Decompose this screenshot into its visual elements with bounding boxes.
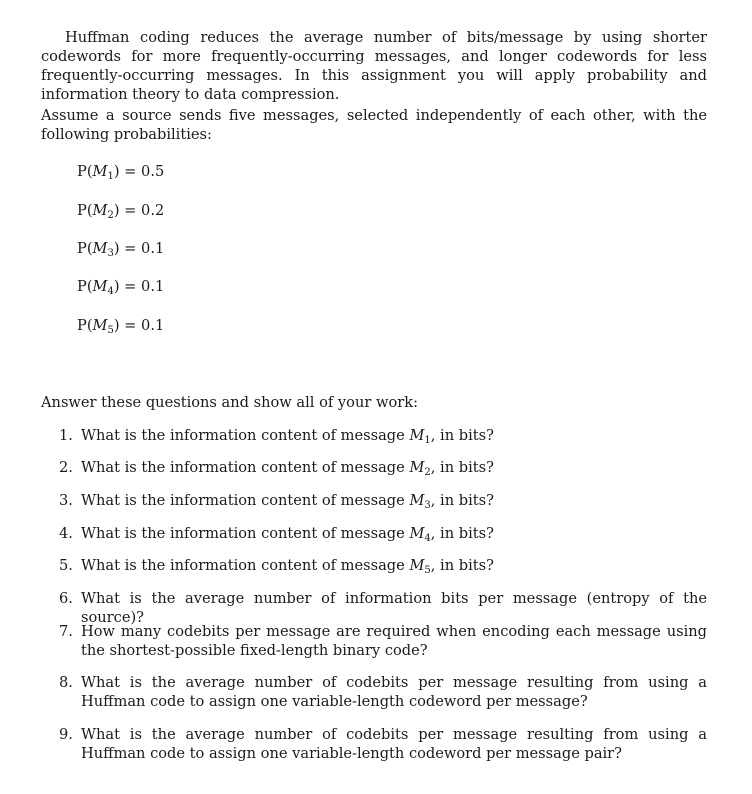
question-item [59, 725, 707, 763]
question-text: What is the information content of message $M_1$, in bits? [81, 427, 494, 446]
question-number: 7. [59, 623, 73, 640]
question-text: What is the average number of information bits per message (entropy of the source)? [81, 590, 707, 626]
intro-paragraph: Huffman coding reduces the average number of bits/message by using shorter codewords for more frequently-occurring messages, and longer codewords for less frequently-occurring messages. In this assignment you will apply probability and information theory to data compression. [41, 29, 707, 103]
probability-m3: $P(M_3) = 0.1$ [77, 240, 165, 259]
questions-prompt: Answer these questions and show all of your work: [41, 394, 418, 411]
question-item [59, 622, 707, 660]
probability-m4: $P(M_4) = 0.1$ [77, 278, 165, 297]
question-number: 1. [59, 427, 73, 444]
question-item [59, 426, 707, 445]
question-item [59, 458, 707, 477]
question-text: What is the information content of message $M_4$, in bits? [81, 525, 494, 544]
question-item [59, 491, 707, 510]
question-item [59, 556, 707, 575]
question-text: What is the information content of message $M_5$, in bits? [81, 557, 494, 576]
question-number: 8. [59, 674, 73, 691]
question-item [59, 524, 707, 543]
question-number: 5. [59, 557, 73, 574]
question-number: 4. [59, 525, 73, 542]
question-item [59, 673, 707, 711]
question-text: What is the average number of codebits per message resulting from using a Huffman code to assign one variable-length codeword per message pair? [81, 726, 707, 762]
question-number: 9. [59, 726, 73, 743]
assumption-paragraph: Assume a source sends five messages, selected independently of each other, with the following probabilities: [41, 107, 707, 143]
question-text: What is the information content of message $M_2$, in bits? [81, 459, 494, 478]
question-text: What is the information content of message $M_3$, in bits? [81, 492, 494, 511]
question-number: 3. [59, 492, 73, 509]
probability-m5: $P(M_5) = 0.1$ [77, 317, 165, 336]
question-number: 6. [59, 590, 73, 607]
question-text: How many codebits per message are required when encoding each message using the shortest-possible fixed-length binary code? [81, 623, 707, 659]
question-text: What is the average number of codebits per message resulting from using a Huffman code to assign one variable-length codeword per message? [81, 674, 707, 710]
question-number: 2. [59, 459, 73, 476]
probability-m2: $P(M_2) = 0.2$ [77, 202, 165, 221]
probability-m1: $P(M_1) = 0.5$ [77, 163, 165, 182]
